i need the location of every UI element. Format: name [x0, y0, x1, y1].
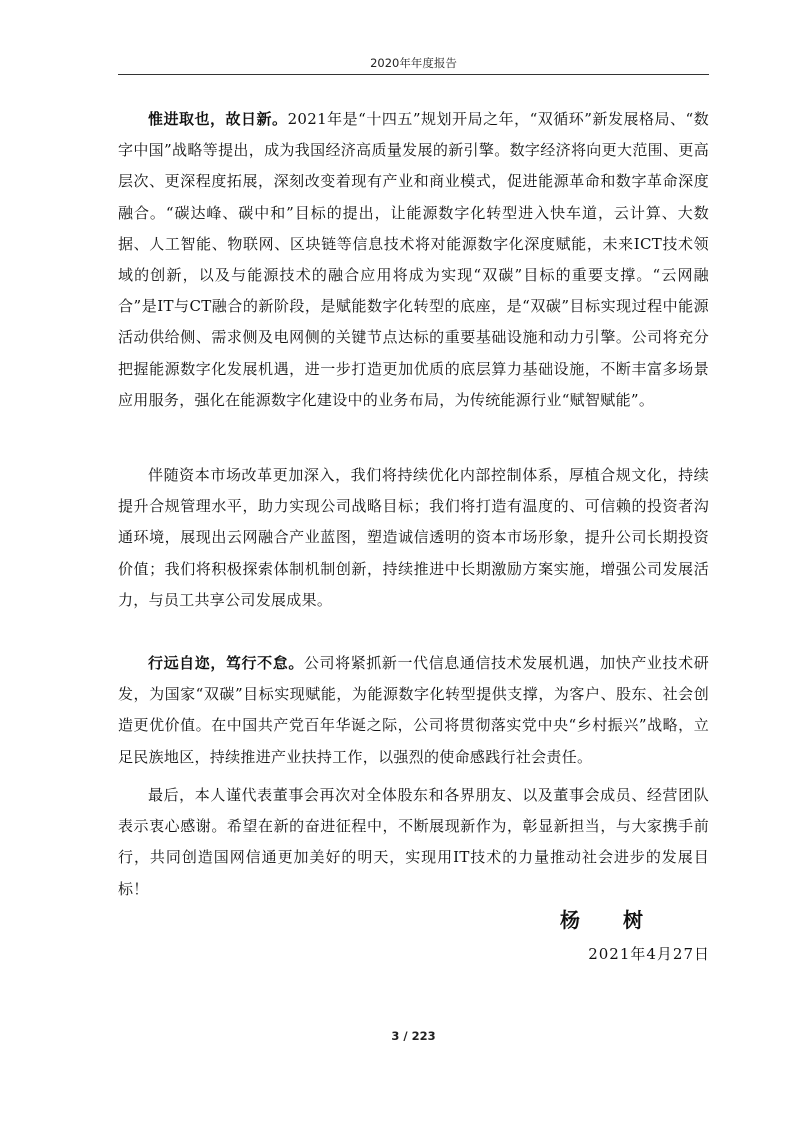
paragraph-3-text: 公司将紧抓新一代信息通信技术发展机遇，加快产业技术研发，为国家“双碳”目标实现赋能，为能源数字化转型提供支撑，为客户、股东、社会创造更优价值。在中国共产党百年华诞之际，公司将贯彻落实党中央“乡村振兴”战略，立足民族地区，持续推进产业扶持工作，以强烈的使命感践行社会责任。	[118, 654, 709, 766]
paragraph-1-lead: 惟进取也，故日新。	[148, 110, 288, 128]
paragraph-1	[118, 104, 709, 416]
paragraph-4-text: 最后，本人谨代表董事会再次对全体股东和各界朋友、以及董事会成员、经营团队表示衷心感谢。希望在新的奋进征程中，不断展现新作为，彰显新担当，与大家携手前行，共同创造国网信通更加美好的明天，实现用IT技术的力量推动社会进步的发展目标！	[118, 786, 709, 898]
paragraph-3	[118, 648, 709, 773]
paragraph-2-text: 伴随资本市场改革更加深入，我们将持续优化内部控制体系，厚植合规文化，持续提升合规管理水平，助力实现公司战略目标；我们将打造有温度的、可信赖的投资者沟通环境，展现出云网融合产业蓝图，塑造诚信透明的资本市场形象，提升公司长期投资价值；我们将积极探索体制机制创新，持续推进中长期激励方案实施，增强公司发展活力，与员工共享公司发展成果。	[118, 466, 709, 609]
signature-date: 2021年4月27日	[588, 945, 710, 963]
paragraph-2	[118, 460, 709, 616]
running-header: 2020年年度报告	[370, 56, 457, 70]
paragraph-1-text: 2021年是“十四五”规划开局之年，“双循环”新发展格局、“数字中国”战略等提出，成为我国经济高质量发展的新引擎。数字经济将向更大范围、更高层次、更深程度拓展，深刻改变着现有产业和商业模式，促进能源革命和数字革命深度融合。“碳达峰、碳中和”目标的提出，让能源数字化转型进入快车道，云计算、大数据、人工智能、物联网、区块链等信息技术将对能源数字化深度赋能，未来ICT技术领域的创新，以及与能源技术的融合应用将成为实现“双碳”目标的重要支撑。“云网融合”是IT与CT融合的新阶段，是赋能数字化转型的底座，是“双碳”目标实现过程中能源活动供给侧、需求侧及电网侧的关键节点达标的重要基础设施和动力引擎。公司将充分把握能源数字化发展机遇，进一步打造更加优质的底层算力基础设施，不断丰富多场景应用服务，强化在能源数字化建设中的业务布局，为传统能源行业“赋智赋能”。	[118, 110, 709, 409]
page-number: 3 / 223	[391, 1029, 436, 1043]
signature-name: 杨 树	[560, 908, 661, 932]
paragraph-3-lead: 行远自迩，笃行不怠。	[148, 654, 304, 672]
paragraph-4	[118, 780, 709, 905]
header-rule	[118, 74, 709, 75]
